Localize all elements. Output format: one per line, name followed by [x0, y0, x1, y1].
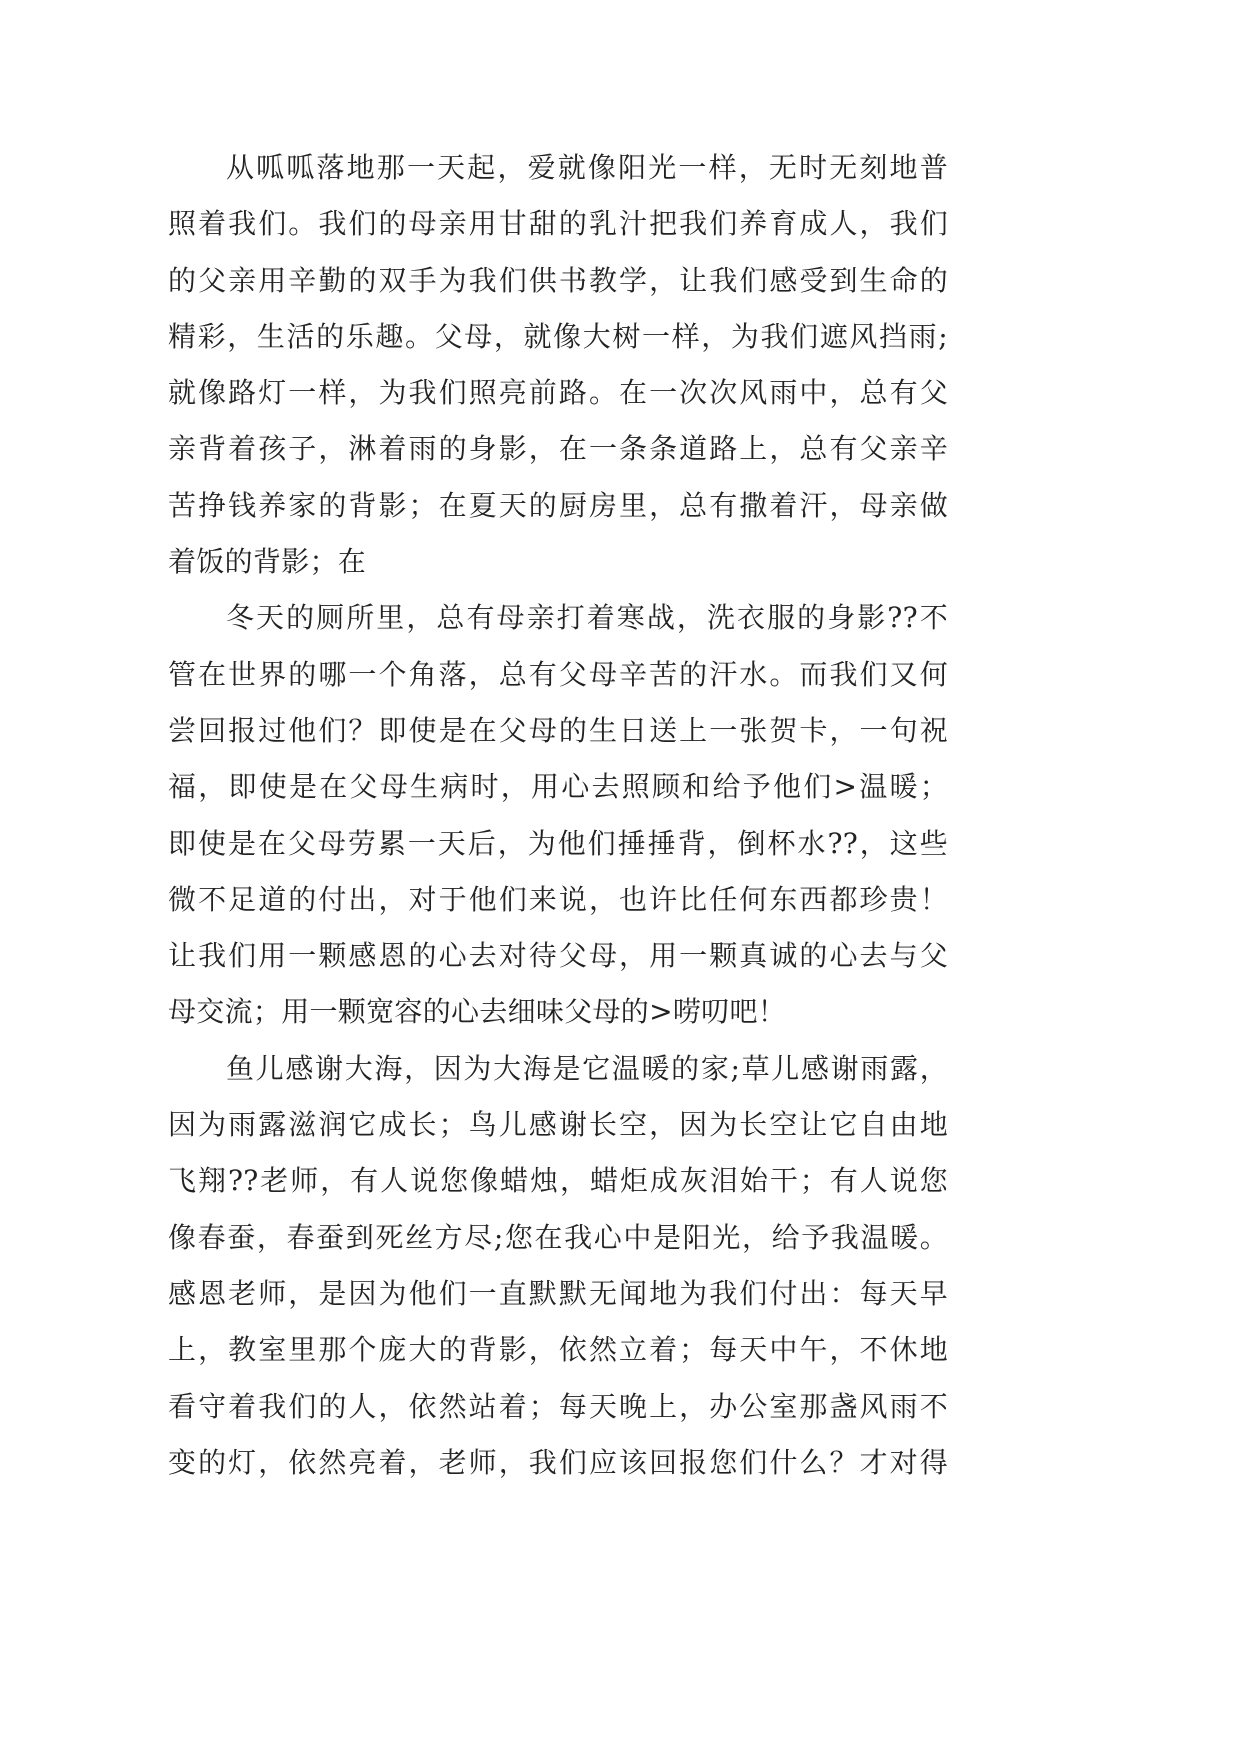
text-line: 亲背着孩子，淋着雨的身影，在一条条道路上，总有父亲辛 — [168, 432, 948, 466]
text-line: 就像路灯一样，为我们照亮前路。在一次次风雨中，总有父 — [168, 376, 948, 410]
text-line: 飞翔??老师，有人说您像蜡烛，蜡炬成灰泪始干；有人说您 — [168, 1164, 948, 1198]
text-line: 苦挣钱养家的背影；在夏天的厨房里，总有撒着汗，母亲做 — [168, 488, 948, 522]
document-body — [168, 140, 948, 1491]
text-line: 感恩老师，是因为他们一直默默无闻地为我们付出：每天早 — [168, 1276, 948, 1310]
text-line: 尝回报过他们？即使是在父母的生日送上一张贺卡，一句祝 — [168, 713, 948, 747]
text-line: 因为雨露滋润它成长；鸟儿感谢长空，因为长空让它自由地 — [168, 1108, 948, 1142]
text-line: 从呱呱落地那一天起，爱就像阳光一样，无时无刻地普 — [226, 151, 948, 184]
text-line: 冬天的厕所里，总有母亲打着寒战，洗衣服的身影??不 — [226, 601, 948, 635]
text-line: 看守着我们的人，依然站着；每天晚上，办公室那盏风雨不 — [168, 1389, 948, 1423]
text-line: 照着我们。我们的母亲用甘甜的乳汁把我们养育成人，我们 — [168, 207, 948, 241]
text-line: 着饭的背影；在 — [168, 545, 367, 579]
text-line: 上，教室里那个庞大的背影，依然立着；每天中午，不休地 — [168, 1333, 948, 1367]
text-line: 像春蚕，春蚕到死丝方尽;您在我心中是阳光，给予我温暖。 — [168, 1220, 948, 1254]
text-line: 即使是在父母劳累一天后，为他们捶捶背，倒杯水??，这些 — [168, 826, 948, 860]
text-line: 管在世界的哪一个角落，总有父母辛苦的汗水。而我们又何 — [168, 657, 948, 691]
text-line: 福，即使是在父母生病时，用心去照顾和给予他们>温暖； — [168, 770, 948, 804]
text-line: 变的灯，依然亮着，老师，我们应该回报您们什么？才对得 — [168, 1445, 948, 1479]
text-line: 精彩，生活的乐趣。父母，就像大树一样，为我们遮风挡雨; — [168, 319, 948, 353]
text-line: 微不足道的付出，对于他们来说，也许比任何东西都珍贵！ — [168, 882, 948, 916]
text-line: 的父亲用辛勤的双手为我们供书教学，让我们感受到生命的 — [168, 263, 948, 297]
text-line: 让我们用一颗感恩的心去对待父母，用一颗真诚的心去与父 — [168, 939, 948, 973]
text-line: 鱼儿感谢大海，因为大海是它温暖的家;草儿感谢雨露， — [226, 1051, 948, 1085]
text-line: 母交流；用一颗宽容的心去细味父母的>唠叨吧！ — [168, 995, 787, 1029]
